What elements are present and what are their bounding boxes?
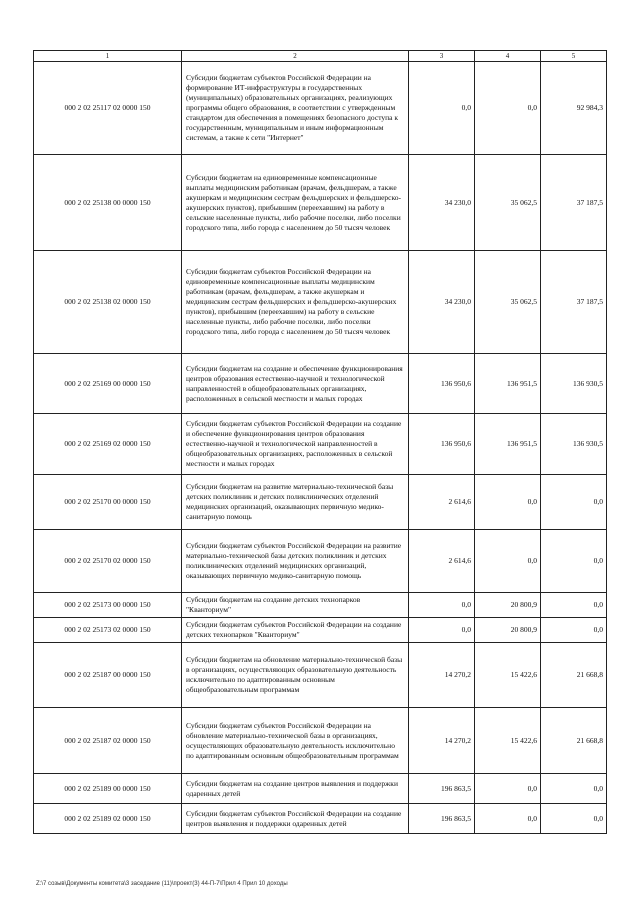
row-value-col4-cell: 136 951,5 <box>475 354 541 414</box>
table-row <box>34 643 607 708</box>
column-number-2: 2 <box>182 51 409 62</box>
row-value-col3-cell: 0,0 <box>409 62 475 155</box>
row-code-cell: 000 2 02 25170 00 0000 150 <box>34 475 182 530</box>
row-description-cell: Субсидии бюджетам субъектов Российской Федерации на развитие материально-технической базы детских поликлиник и детских поликлинических отделений медицинских организаций, оказывающих первичную медико-санитарную помощь <box>182 530 409 593</box>
row-description-cell: Субсидии бюджетам субъектов Российской Федерации на создание детских технопарков "Кванториум" <box>182 618 409 643</box>
table-row <box>34 354 607 414</box>
row-value-col5-cell: 37 187,5 <box>541 251 607 354</box>
table-row <box>34 414 607 475</box>
table-row <box>34 475 607 530</box>
row-value-col3-cell: 14 270,2 <box>409 708 475 774</box>
table-row <box>34 251 607 354</box>
row-value-col5-cell: 0,0 <box>541 530 607 593</box>
row-value-col3-cell: 2 614,6 <box>409 475 475 530</box>
row-value-col5-cell: 37 187,5 <box>541 155 607 251</box>
row-value-col3-cell: 136 950,6 <box>409 354 475 414</box>
row-value-col4-cell: 136 951,5 <box>475 414 541 475</box>
footer-file-path: Z:\7 созыв\Документы комитета\3 заседание (11)\проект(3) 44-П-7\Прил 4 Прил 10 доходы <box>36 881 288 887</box>
table-row <box>34 62 607 155</box>
row-description-cell: Субсидии бюджетам субъектов Российской Федерации на формирование ИТ-инфраструктуры в государственных (муниципальных) образовательных организациях, реализующих программы общего образования, в соответствии с утвержденным стандартом для обеспечения в помещениях безопасного доступа к государственным, муниципальным и иным информационным системам, а также к сети "Интернет" <box>182 62 409 155</box>
row-value-col5-cell: 21 668,8 <box>541 643 607 708</box>
row-code-cell: 000 2 02 25138 00 0000 150 <box>34 155 182 251</box>
table-row <box>34 593 607 618</box>
row-value-col4-cell: 35 062,5 <box>475 155 541 251</box>
row-value-col4-cell: 0,0 <box>475 804 541 834</box>
row-value-col5-cell: 0,0 <box>541 618 607 643</box>
row-value-col4-cell: 35 062,5 <box>475 251 541 354</box>
row-value-col3-cell: 196 863,5 <box>409 774 475 804</box>
row-description-cell: Субсидии бюджетам на единовременные компенсационные выплаты медицинским работникам (врачам, фельдшерам, а также акушеркам и медицинским сестрам фельдшерских и фельдшерско-акушерских пунктов), прибывшим (переехавшим) на работу в сельские населенные пункты, либо рабочие поселки, либо поселки городского типа, либо города с населением до 50 тысяч человек <box>182 155 409 251</box>
table-row <box>34 618 607 643</box>
column-number-1: 1 <box>34 51 182 62</box>
table-row <box>34 155 607 251</box>
budget-table <box>33 50 607 834</box>
row-value-col4-cell: 15 422,6 <box>475 643 541 708</box>
row-value-col3-cell: 34 230,0 <box>409 251 475 354</box>
row-value-col4-cell: 15 422,6 <box>475 708 541 774</box>
column-number-4: 4 <box>475 51 541 62</box>
row-code-cell: 000 2 02 25187 00 0000 150 <box>34 643 182 708</box>
row-code-cell: 000 2 02 25169 02 0000 150 <box>34 414 182 475</box>
row-value-col3-cell: 0,0 <box>409 618 475 643</box>
row-value-col4-cell: 0,0 <box>475 475 541 530</box>
row-value-col5-cell: 0,0 <box>541 804 607 834</box>
row-value-col5-cell: 0,0 <box>541 593 607 618</box>
row-value-col5-cell: 0,0 <box>541 475 607 530</box>
row-value-col4-cell: 0,0 <box>475 62 541 155</box>
table-row <box>34 708 607 774</box>
row-code-cell: 000 2 02 25189 02 0000 150 <box>34 804 182 834</box>
row-value-col3-cell: 196 863,5 <box>409 804 475 834</box>
row-code-cell: 000 2 02 25138 02 0000 150 <box>34 251 182 354</box>
row-value-col3-cell: 2 614,6 <box>409 530 475 593</box>
row-description-cell: Субсидии бюджетам на создание центров выявления и поддержки одаренных детей <box>182 774 409 804</box>
row-value-col4-cell: 0,0 <box>475 530 541 593</box>
table-row <box>34 774 607 804</box>
row-code-cell: 000 2 02 25187 02 0000 150 <box>34 708 182 774</box>
row-description-cell: Субсидии бюджетам на развитие материально-технической базы детских поликлиник и детских поликлинических отделений медицинских организаций, оказывающих первичную медико-санитарную помощь <box>182 475 409 530</box>
row-code-cell: 000 2 02 25173 02 0000 150 <box>34 618 182 643</box>
row-description-cell: Субсидии бюджетам субъектов Российской Федерации на единовременные компенсационные выплаты медицинским работникам (врачам, фельдшерам, а также акушеркам и медицинским сестрам фельдшерских и фельдшерско-акушерских пунктов), прибывшим (переехавшим) на работу в сельские населенные пункты, либо рабочие поселки, либо поселки городского типа, либо города с населением до 50 тысяч человек <box>182 251 409 354</box>
table-row <box>34 530 607 593</box>
column-number-3: 3 <box>409 51 475 62</box>
row-description-cell: Субсидии бюджетам на создание детских технопарков "Кванториум" <box>182 593 409 618</box>
row-value-col3-cell: 14 270,2 <box>409 643 475 708</box>
row-value-col5-cell: 21 668,8 <box>541 708 607 774</box>
row-description-cell: Субсидии бюджетам субъектов Российской Федерации на обновление материально-технической базы в организациях, осуществляющих образовательную деятельность исключительно по адаптированным основным общеобразовательным программам <box>182 708 409 774</box>
row-value-col4-cell: 20 800,9 <box>475 593 541 618</box>
row-description-cell: Субсидии бюджетам субъектов Российской Федерации на создание и обеспечение функционирования центров образования естественно-научной и технологической направленностей в общеобразовательных организациях, расположенных в сельской местности и малых городах <box>182 414 409 475</box>
row-code-cell: 000 2 02 25189 00 0000 150 <box>34 774 182 804</box>
row-code-cell: 000 2 02 25117 02 0000 150 <box>34 62 182 155</box>
row-description-cell: Субсидии бюджетам на создание и обеспечение функционирования центров образования естественно-научной и технологической направленностей в общеобразовательных организациях, расположенных в сельской местности и малых городах <box>182 354 409 414</box>
row-value-col5-cell: 136 930,5 <box>541 414 607 475</box>
row-value-col3-cell: 0,0 <box>409 593 475 618</box>
row-value-col3-cell: 34 230,0 <box>409 155 475 251</box>
row-description-cell: Субсидии бюджетам на обновление материально-технической базы в организациях, осуществляющих образовательную деятельность исключительно по адаптированным основным общеобразовательным программам <box>182 643 409 708</box>
row-value-col5-cell: 0,0 <box>541 774 607 804</box>
row-value-col3-cell: 136 950,6 <box>409 414 475 475</box>
row-value-col5-cell: 136 930,5 <box>541 354 607 414</box>
row-code-cell: 000 2 02 25170 02 0000 150 <box>34 530 182 593</box>
row-description-cell: Субсидии бюджетам субъектов Российской Федерации на создание центров выявления и поддержки одаренных детей <box>182 804 409 834</box>
table-header-row <box>34 51 607 62</box>
table-row <box>34 804 607 834</box>
row-value-col5-cell: 92 984,3 <box>541 62 607 155</box>
row-code-cell: 000 2 02 25169 00 0000 150 <box>34 354 182 414</box>
row-code-cell: 000 2 02 25173 00 0000 150 <box>34 593 182 618</box>
row-value-col4-cell: 20 800,9 <box>475 618 541 643</box>
row-value-col4-cell: 0,0 <box>475 774 541 804</box>
column-number-5: 5 <box>541 51 607 62</box>
